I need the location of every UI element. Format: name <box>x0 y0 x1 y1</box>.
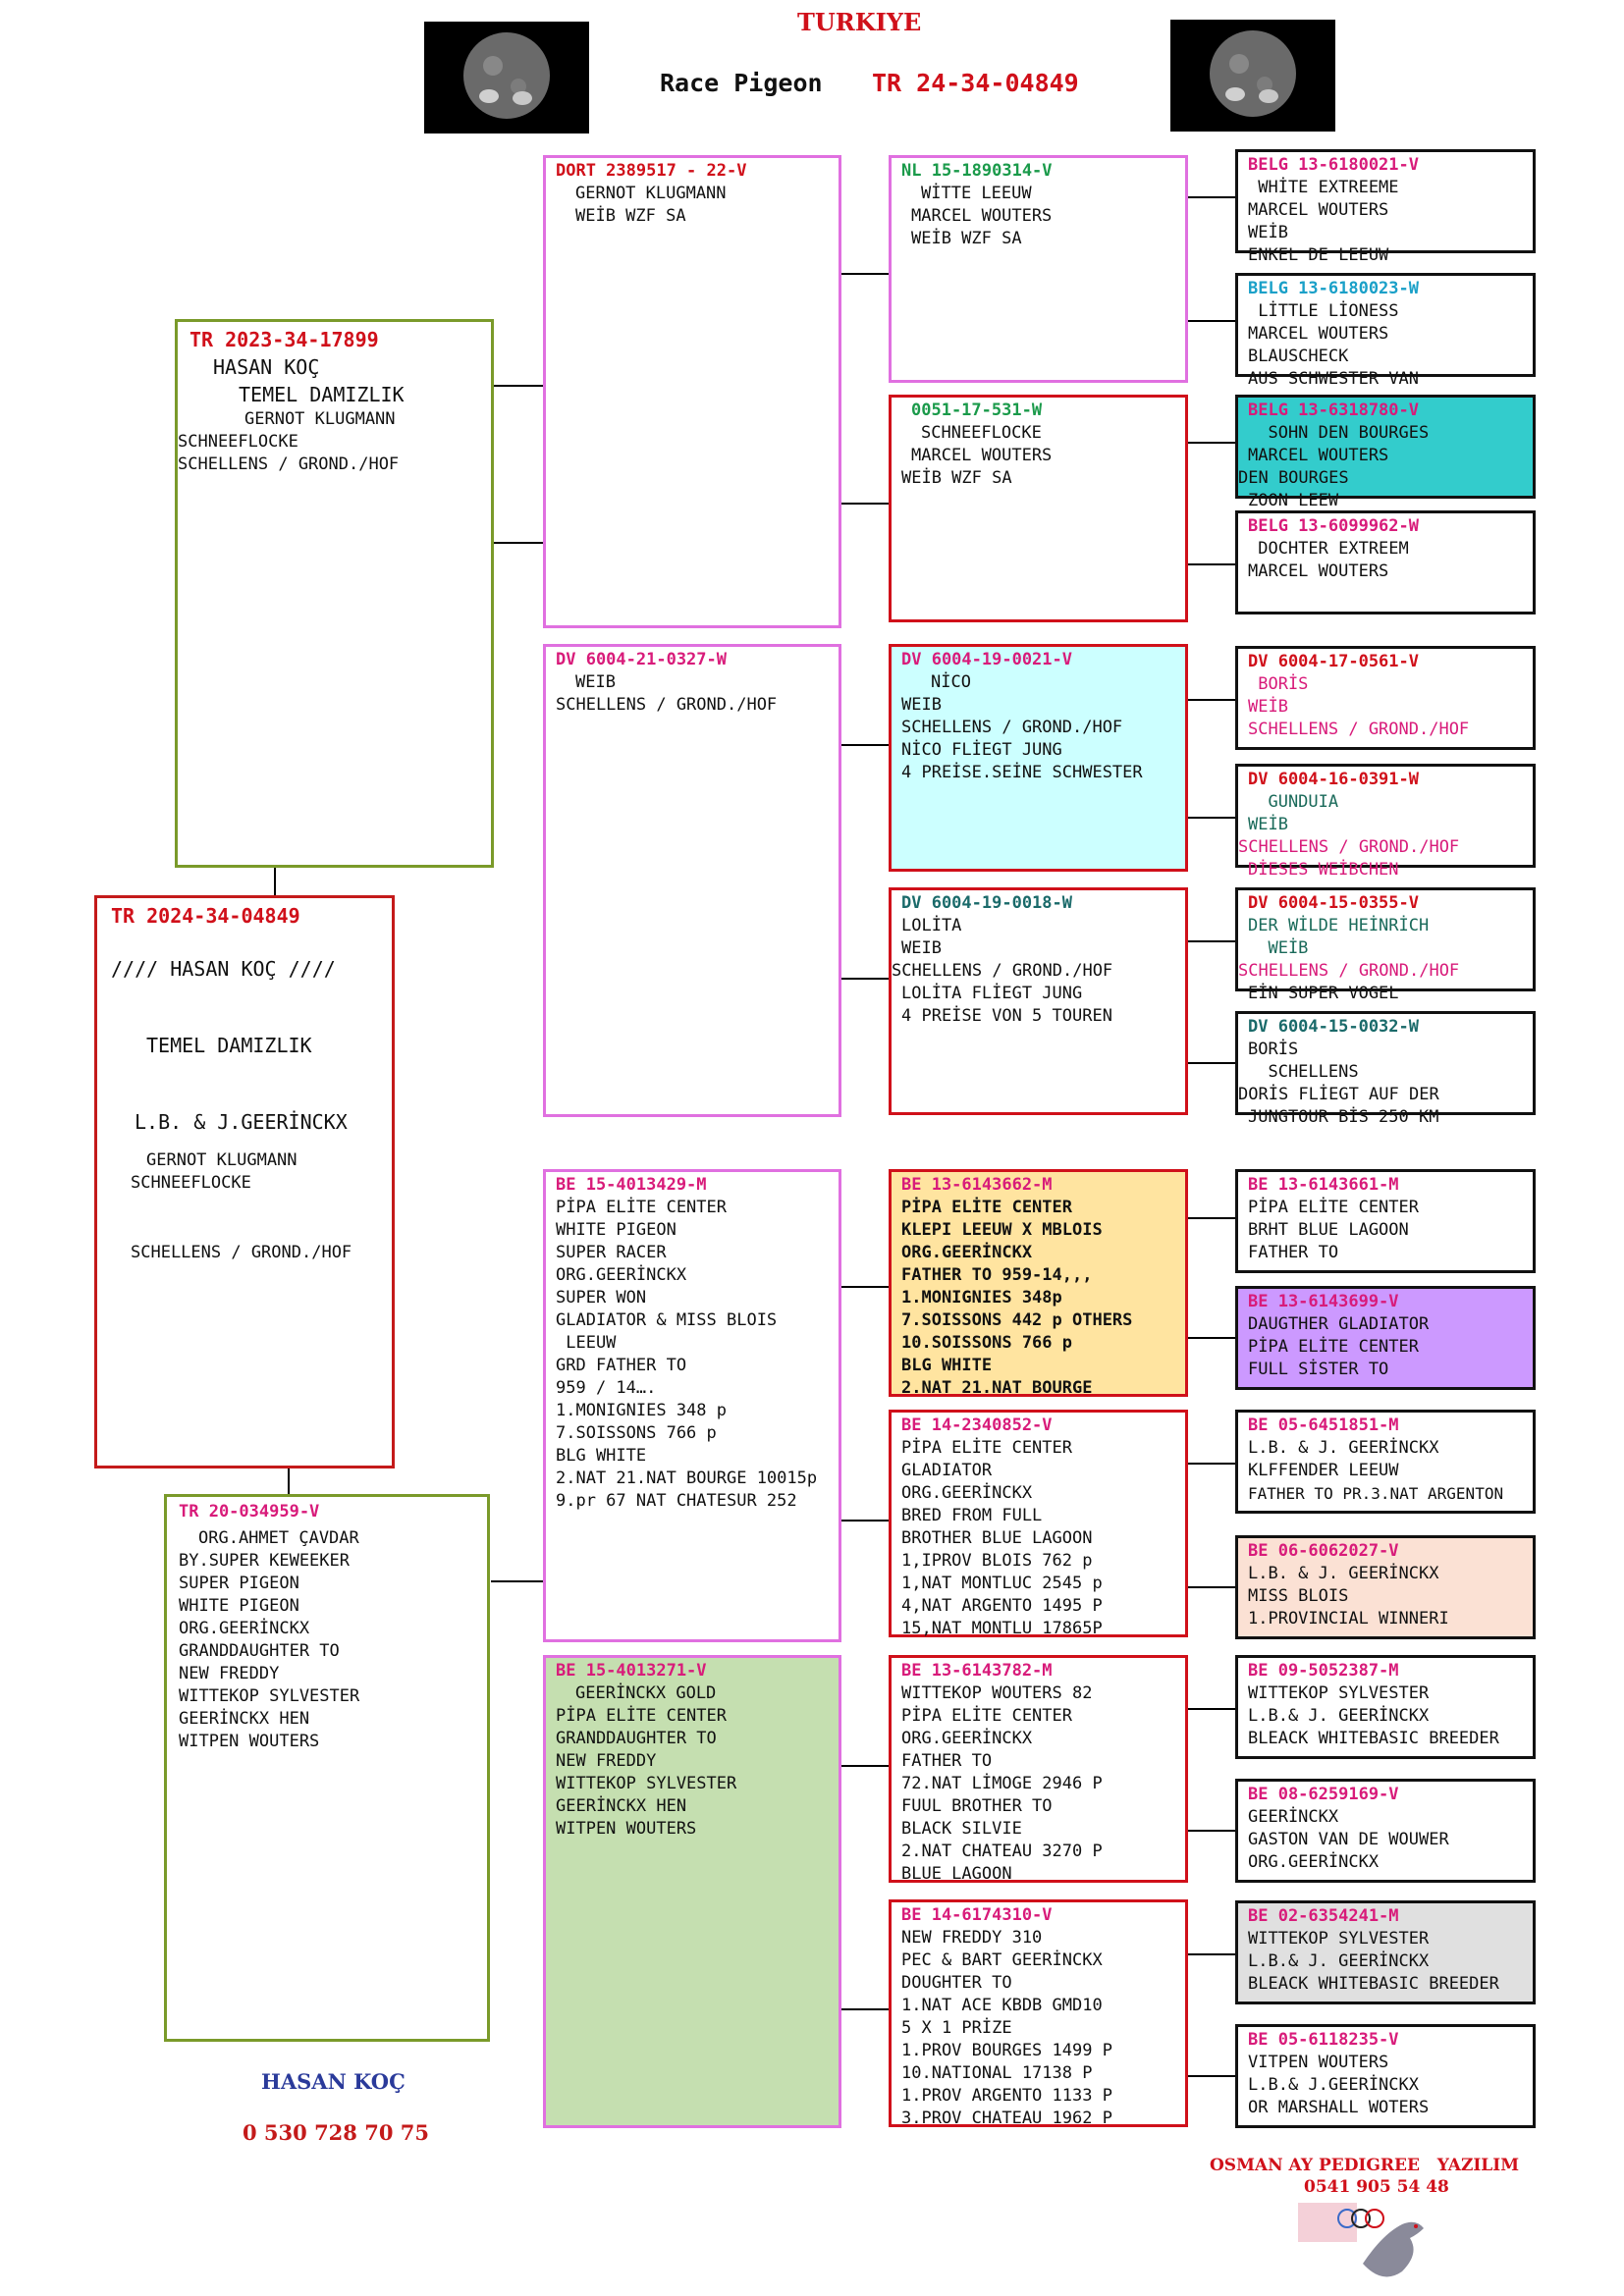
grandparent-line: SCHELLENS / GROND./HOF <box>556 695 778 715</box>
grandparent-line: SUPER RACER <box>556 1243 667 1262</box>
grandparent-card[interactable] <box>543 644 841 1117</box>
main-bird-ring: TR 2024-34-04849 <box>111 904 300 928</box>
gen4-card[interactable]: BELG 13-6318780-V SOHN DEN BOURGES MARCEL WOUTERS DEN BOURGES ZOON LEEW <box>1235 395 1536 499</box>
grandparent-line: BLG WHITE <box>556 1446 647 1466</box>
mother-line: GEERİNCKX HEN <box>179 1709 310 1729</box>
mother-line: BY.SUPER KEWEEKER <box>179 1551 350 1571</box>
grandparent-line: 7.SOISSONS 766 p <box>556 1423 717 1443</box>
father-ring: TR 2023-34-17899 <box>189 328 379 351</box>
grandparent-line: GEERİNCKX GOLD <box>575 1683 717 1703</box>
father-line: TEMEL DAMIZLIK <box>239 383 405 406</box>
great-grandparent-card[interactable]: BE 13-6143782-M WITTEKOP WOUTERS 82 PİPA ELİTE CENTER ORG.GEERİNCKX FATHER TO 72.NAT LİMOGE 2946 P FUUL BROTHER TO BLACK SILVIE 2.NAT CHATEAU 3270 P BLUE LAGOON <box>889 1655 1188 1883</box>
gen4-card[interactable]: DV 6004-15-0032-W BORİS SCHELLENS DORİS FLİEGT AUF DER JUNGTOUR BİS 250 KM <box>1235 1011 1536 1115</box>
gen4-card[interactable]: BE 05-6118235-V VITPEN WOUTERS L.B.& J.GEERİNCKX OR MARSHALL WOTERS <box>1235 2024 1536 2128</box>
owner-name: HASAN KOÇ <box>261 2069 406 2094</box>
grandparent-line: WEİB WZF SA <box>575 206 686 226</box>
mother-line: WITPEN WOUTERS <box>179 1732 320 1751</box>
grandparent-line: 9.pr 67 NAT CHATESUR 252 <box>556 1491 797 1511</box>
great-grandparent-card[interactable]: 0051-17-531-W SCHNEEFLOCKE MARCEL WOUTERS WEİB WZF SA <box>889 395 1188 622</box>
father-line: HASAN KOÇ <box>213 355 320 379</box>
gen4-card[interactable]: DV 6004-17-0561-V BORİS WEİB SCHELLENS / GROND./HOF <box>1235 646 1536 750</box>
main-bird-line: TEMEL DAMIZLIK <box>146 1034 312 1057</box>
gen4-card[interactable]: DV 6004-15-0355-V DER WİLDE HEİNRİCH WEİB SCHELLENS / GROND./HOF EİN SUPER VOGEL <box>1235 887 1536 991</box>
great-grandparent-card[interactable]: BE 14-2340852-V PİPA ELİTE CENTER GLADIATOR ORG.GEERİNCKX BRED FROM FULL BROTHER BLUE LAGOON 1,IPROV BLOIS 762 p 1,NAT MONTLUC 2545 p 4,NAT ARGENTO 1495 P 15,NAT MONTLU 17865P <box>889 1410 1188 1637</box>
grandparent-line: GRD FATHER TO <box>556 1356 687 1375</box>
gen4-card[interactable]: BE 09-5052387-M WITTEKOP SYLVESTER L.B.& J. GEERİNCKX BLEACK WHITEBASIC BREEDER <box>1235 1655 1536 1759</box>
gen4-card[interactable]: BE 05-6451851-M L.B. & J. GEERİNCKX KLFFENDER LEEUW FATHER TO PR.3.NAT ARGENTON <box>1235 1410 1536 1514</box>
mother-line: SUPER PIGEON <box>179 1574 299 1593</box>
header-ring: TR 24-34-04849 <box>872 69 1079 97</box>
mother-line: NEW FREDDY <box>179 1664 280 1683</box>
mother-line: GRANDDAUGHTER TO <box>179 1641 340 1661</box>
grandparent-line: GRANDDAUGHTER TO <box>556 1729 717 1748</box>
main-bird-line: L.B. & J.GEERİNCKX <box>135 1110 348 1134</box>
grandparent-card[interactable] <box>543 155 841 628</box>
grandparent-ring: DV 6004-21-0327-W <box>556 650 727 669</box>
main-bird-line: SCHNEEFLOCKE <box>131 1173 251 1193</box>
grandparent-card[interactable] <box>543 1655 841 2128</box>
grandparent-ring: BE 15-4013429-M <box>556 1175 707 1195</box>
gen4-card[interactable]: BE 13-6143699-V DAUGTHER GLADIATOR PİPA ELİTE CENTER FULL SİSTER TO <box>1235 1286 1536 1390</box>
grandparent-line: 959 / 14…. <box>556 1378 657 1398</box>
mother-line: ORG.AHMET ÇAVDAR <box>198 1528 359 1548</box>
great-grandparent-card[interactable]: NL 15-1890314-V WİTTE LEEUW MARCEL WOUTERS WEİB WZF SA <box>889 155 1188 383</box>
mother-card[interactable] <box>164 1494 490 2042</box>
great-grandparent-card[interactable]: BE 14-6174310-V NEW FREDDY 310 PEC & BART GEERİNCKX DOUGHTER TO 1.NAT ACE KBDB GMD10 5 X 1 PRİZE 1.PROV BOURGES 1499 P 10.NATIONAL 17138 P 1.PROV ARGENTO 1133 P 3.PROV CHATEAU 1962 P <box>889 1899 1188 2127</box>
mother-ring: TR 20-034959-V <box>179 1502 320 1522</box>
country-title: TURKIYE <box>797 8 922 36</box>
grandparent-line: WHITE PIGEON <box>556 1220 677 1240</box>
great-grandparent-card[interactable]: DV 6004-19-0018-W LOLİTA WEIB SCHELLENS / GROND./HOF LOLİTA FLİEGT JUNG 4 PREİSE VON 5 TOUREN <box>889 887 1188 1115</box>
grandparent-ring: DORT 2389517 - 22-V <box>556 161 747 181</box>
grandparent-line: GERNOT KLUGMANN <box>575 184 727 203</box>
grandparent-line: SUPER WON <box>556 1288 647 1308</box>
grandparent-card[interactable] <box>543 1169 841 1642</box>
main-bird-line: GERNOT KLUGMANN <box>146 1150 298 1170</box>
grandparent-line: PİPA ELİTE CENTER <box>556 1198 727 1217</box>
club-logo-left <box>424 22 589 133</box>
gen4-card[interactable]: BELG 13-6180021-V WHİTE EXTREEME MARCEL WOUTERS WEİB ENKEL DE LEEUW <box>1235 149 1536 253</box>
grandparent-line: WEIB <box>575 672 616 692</box>
gen4-card[interactable]: BE 13-6143661-M PİPA ELİTE CENTER BRHT BLUE LAGOON FATHER TO <box>1235 1169 1536 1273</box>
race-label: Race Pigeon <box>660 69 823 97</box>
pigeon-logo-icon <box>1294 2195 1451 2289</box>
great-grandparent-card[interactable]: BE 13-6143662-M PİPA ELİTE CENTER KLEPI LEEUW X MBLOIS ORG.GEERİNCKX FATHER TO 959-14,,, 1.MONIGNIES 348p 7.SOISSONS 442 p OTHERS 10.SOISSONS 766 p BLG WHITE 2.NAT 21.NAT BOURGE <box>889 1169 1188 1397</box>
mother-line: ORG.GEERİNCKX <box>179 1619 310 1638</box>
grandparent-line: 1.MONIGNIES 348 p <box>556 1401 727 1420</box>
owner-phone: 0 530 728 70 75 <box>243 2120 429 2145</box>
grandparent-ring: BE 15-4013271-V <box>556 1661 707 1681</box>
gen4-card[interactable]: BELG 13-6180023-W LİTTLE LİONESS MARCEL WOUTERS BLAUSCHECK AUS SCHWESTER VAN <box>1235 273 1536 377</box>
father-line: SCHNEEFLOCKE <box>178 432 298 452</box>
grandparent-line: LEEUW <box>556 1333 617 1353</box>
grandparent-line: GEERİNCKX HEN <box>556 1796 687 1816</box>
father-line: GERNOT KLUGMANN <box>244 409 396 429</box>
mother-line: WITTEKOP SYLVESTER <box>179 1686 360 1706</box>
software-name: OSMAN AY PEDIGREE YAZILIM <box>1210 2156 1520 2175</box>
grandparent-line: WITPEN WOUTERS <box>556 1819 697 1839</box>
grandparent-line: PİPA ELİTE CENTER <box>556 1706 727 1726</box>
gen4-card[interactable]: DV 6004-16-0391-W GUNDUIA WEİB SCHELLENS / GROND./HOF DİESES WEİBCHEN <box>1235 764 1536 868</box>
software-phone: 0541 905 54 48 <box>1304 2177 1449 2197</box>
grandparent-line: 2.NAT 21.NAT BOURGE 10015p <box>556 1468 818 1488</box>
grandparent-line: NEW FREDDY <box>556 1751 657 1771</box>
grandparent-line: ORG.GEERİNCKX <box>556 1265 687 1285</box>
father-card[interactable] <box>175 319 494 868</box>
great-grandparent-card[interactable]: DV 6004-19-0021-V NİCO WEIB SCHELLENS / GROND./HOF NİCO FLİEGT JUNG 4 PREİSE.SEİNE SCHWESTER <box>889 644 1188 872</box>
gen4-card[interactable]: BE 02-6354241-M WITTEKOP SYLVESTER L.B.& J. GEERİNCKX BLEACK WHITEBASIC BREEDER <box>1235 1900 1536 2004</box>
grandparent-line: GLADIATOR & MISS BLOIS <box>556 1310 778 1330</box>
club-logo-right <box>1170 20 1335 132</box>
main-bird-line: SCHELLENS / GROND./HOF <box>131 1243 352 1262</box>
main-bird-line: //// HASAN KOÇ //// <box>111 957 336 981</box>
father-line: SCHELLENS / GROND./HOF <box>178 454 400 474</box>
gen4-card[interactable]: BE 08-6259169-V GEERİNCKX GASTON VAN DE WOUWER ORG.GEERİNCKX <box>1235 1779 1536 1883</box>
gen4-card[interactable]: BELG 13-6099962-W DOCHTER EXTREEM MARCEL WOUTERS <box>1235 510 1536 614</box>
main-bird-card[interactable] <box>94 895 395 1468</box>
gen4-card[interactable]: BE 06-6062027-V L.B. & J. GEERİNCKX MISS BLOIS 1.PROVINCIAL WINNERI <box>1235 1535 1536 1639</box>
mother-line: WHITE PIGEON <box>179 1596 299 1616</box>
grandparent-line: WITTEKOP SYLVESTER <box>556 1774 737 1793</box>
